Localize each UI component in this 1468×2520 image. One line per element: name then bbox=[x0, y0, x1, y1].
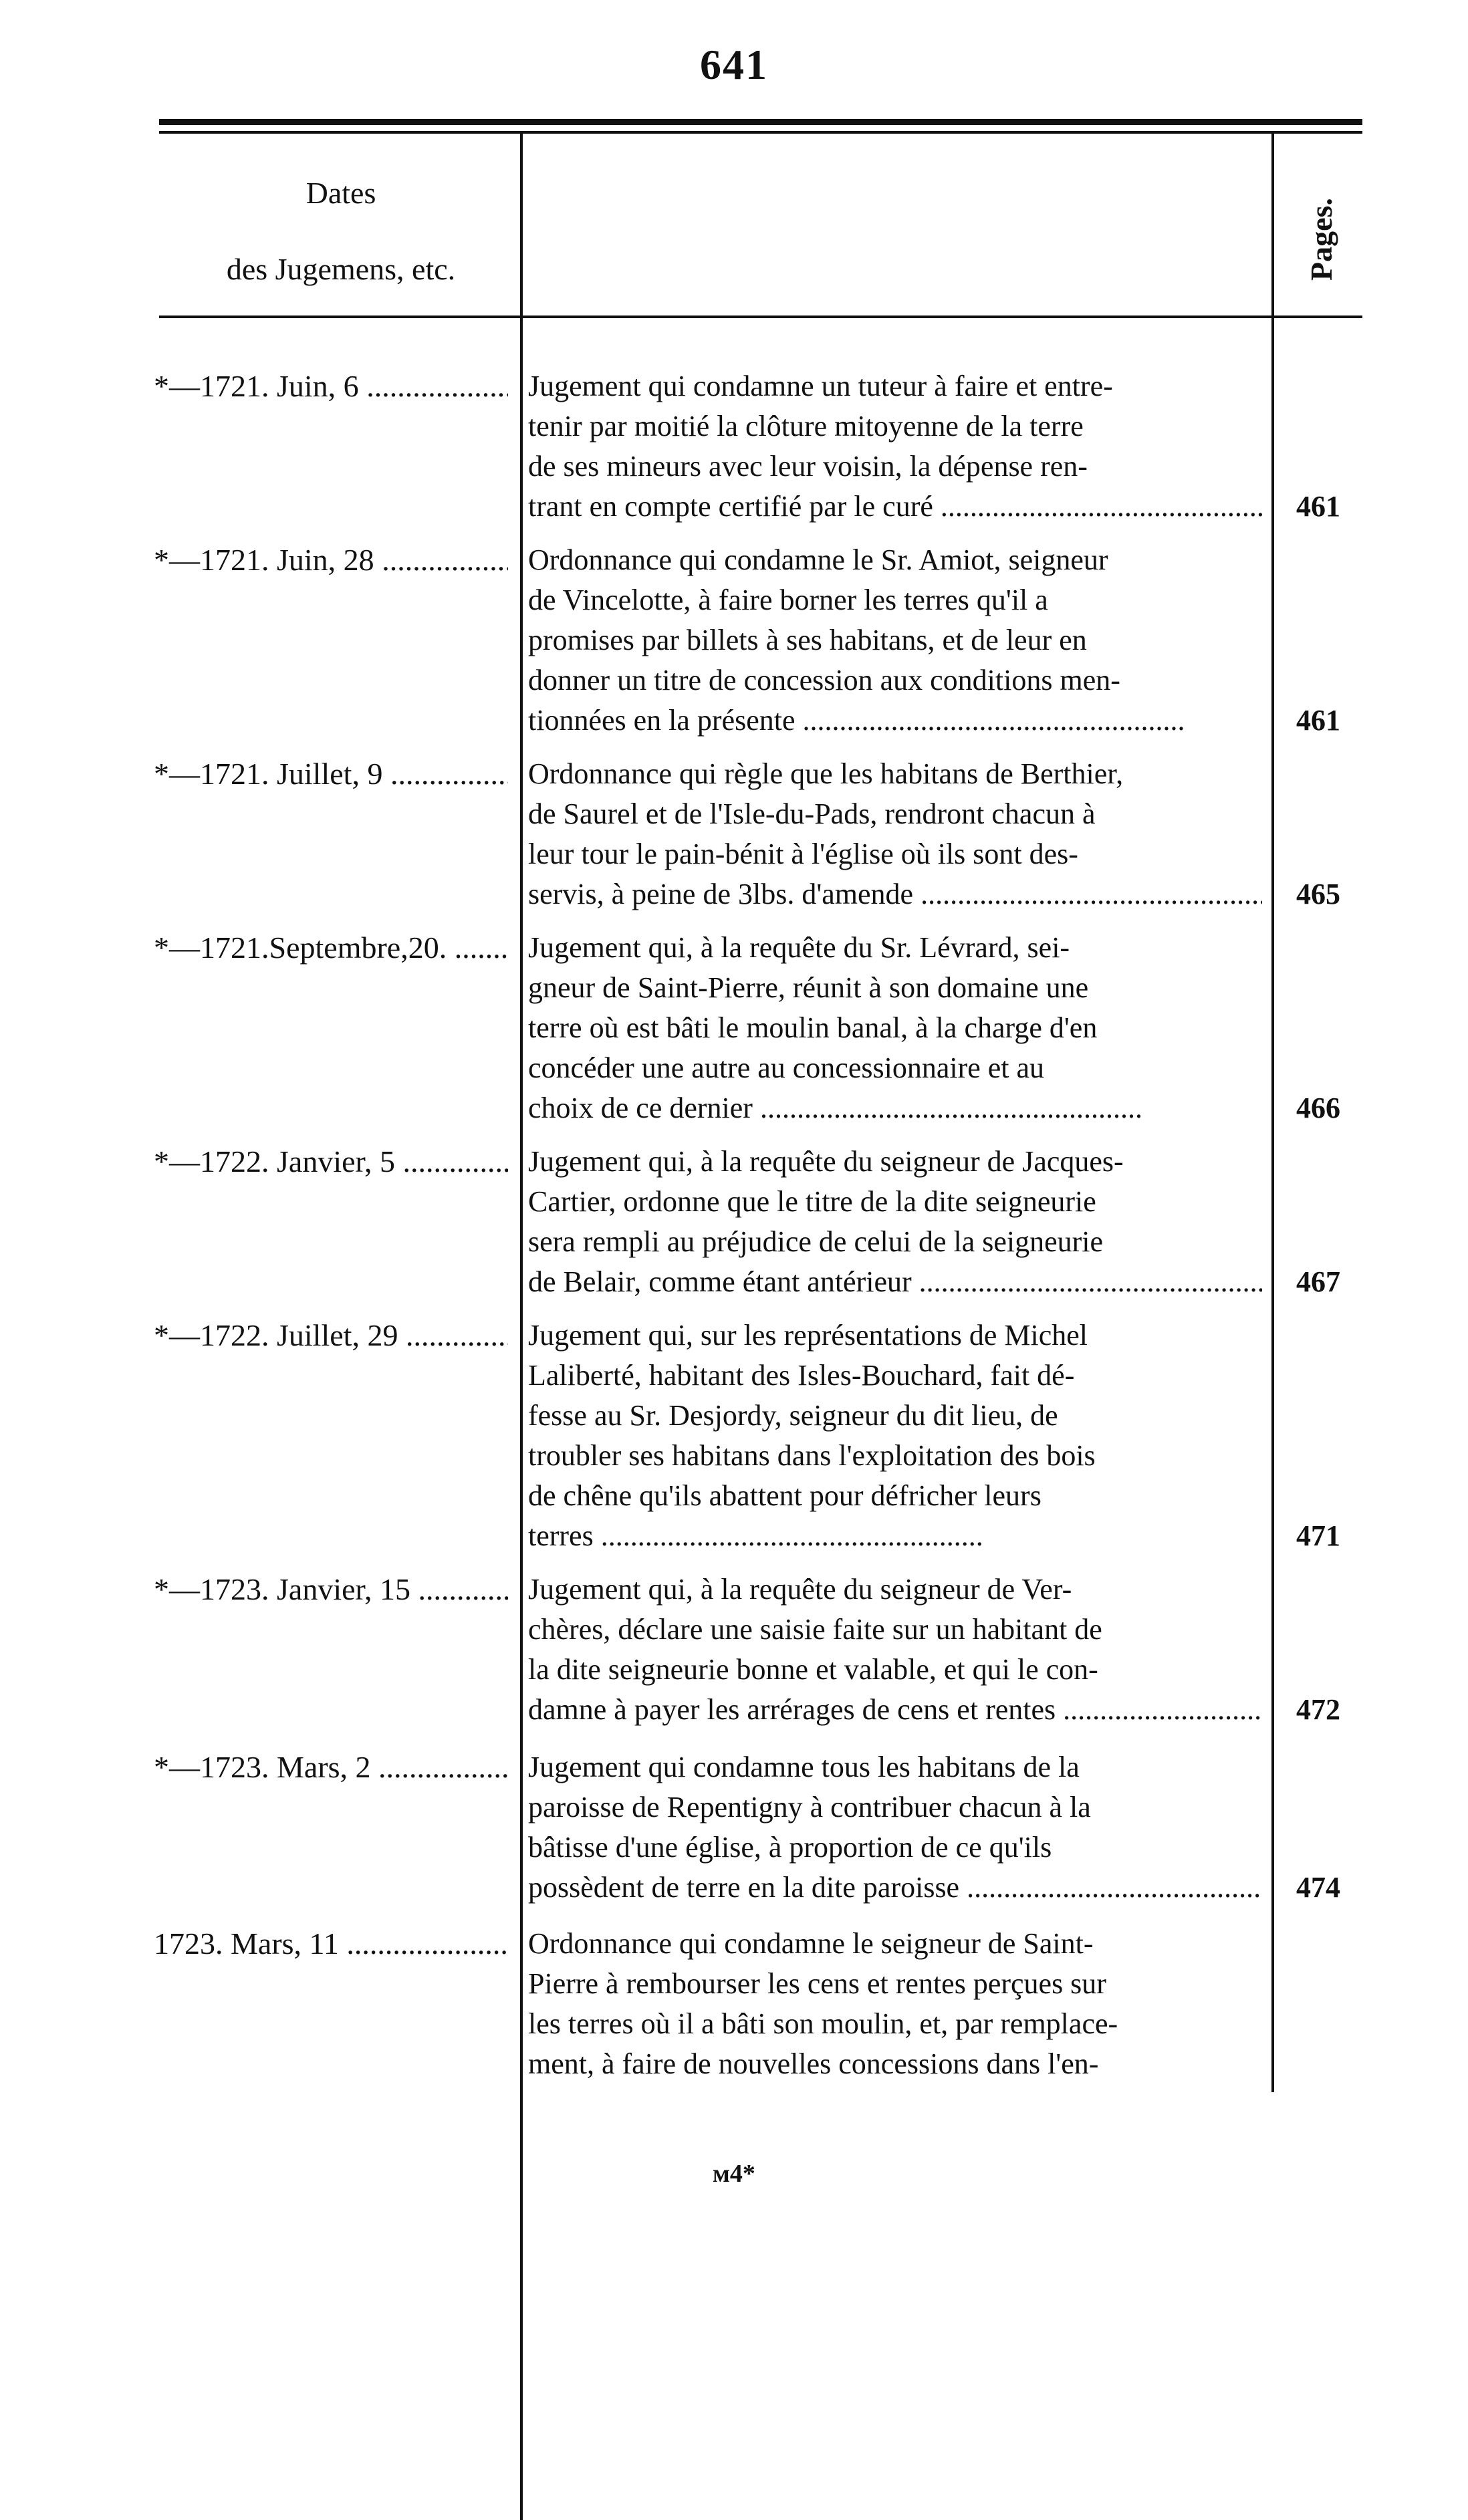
header-dates-line2: des Jugemens, etc. bbox=[226, 252, 456, 286]
signature-mark: м4* bbox=[713, 2160, 755, 2188]
description-line: de Vincelotte, à faire borner les terres qu'il a bbox=[528, 584, 1048, 616]
description-line: les terres où il a bâti son moulin, et, par remplace- bbox=[528, 2007, 1118, 2040]
description-line: Jugement qui, à la requête du seigneur de Jacques- bbox=[528, 1145, 1124, 1178]
description-line: Jugement qui, à la requête du seigneur de Ver- bbox=[528, 1573, 1072, 1606]
entry-description bbox=[528, 1569, 1262, 1730]
description-line: Jugement qui, à la requête du Sr. Lévrard, sei- bbox=[528, 931, 1070, 964]
entry-date: *—1723. Mars, 2 ..... bbox=[154, 1747, 508, 1787]
entry-description bbox=[528, 928, 1262, 1128]
top-rule-thick bbox=[159, 119, 1362, 125]
description-line: Jugement qui, sur les représentations de Michel bbox=[528, 1319, 1088, 1352]
description-line: concéder une autre au concessionnaire et au bbox=[528, 1051, 1045, 1084]
description-line: de Saurel et de l'Isle-du-Pads, rendront chacun à bbox=[528, 797, 1096, 830]
entry-page: 471 bbox=[1296, 1519, 1340, 1552]
description-line: terres ..... bbox=[528, 1516, 1262, 1556]
entry-description bbox=[528, 1315, 1262, 1556]
description-line: Laliberté, habitant des Isles-Bouchard, fait dé- bbox=[528, 1359, 1075, 1392]
description-line: leur tour le pain-bénit à l'église où ils sont des- bbox=[528, 838, 1078, 870]
entry-description bbox=[528, 540, 1262, 741]
description-line: trant en compte certifié par le curé ..... bbox=[528, 487, 1262, 527]
description-line: Pierre à rembourser les cens et rentes perçues sur bbox=[528, 1967, 1106, 2000]
entry-date: *—1721. Juillet, 9 ..... bbox=[154, 754, 508, 794]
description-line: bâtisse d'une église, à proportion de ce qu'ils bbox=[528, 1831, 1052, 1864]
description-line: chères, déclare une saisie faite sur un habitant de bbox=[528, 1613, 1102, 1646]
description-line: Jugement qui condamne tous les habitans de la bbox=[528, 1751, 1080, 1783]
description-line: la dite seigneurie bonne et valable, et qui le con- bbox=[528, 1653, 1098, 1686]
description-line: promises par billets à ses habitans, et de leur en bbox=[528, 624, 1087, 656]
header-dates-line1: Dates bbox=[305, 176, 376, 210]
header-rule bbox=[159, 316, 1362, 318]
page-number: 641 bbox=[700, 41, 768, 88]
description-line: ment, à faire de nouvelles concessions dans l'en- bbox=[528, 2047, 1099, 2080]
description-line: choix de ce dernier ..... bbox=[528, 1088, 1262, 1128]
description-line: Ordonnance qui règle que les habitans de Berthier, bbox=[528, 757, 1124, 790]
entry-date: *—1721. Juin, 28 ..... bbox=[154, 540, 508, 580]
description-line: troubler ses habitans dans l'exploitation des bois bbox=[528, 1439, 1096, 1472]
entry-page: 472 bbox=[1296, 1693, 1340, 1726]
description-line: tenir par moitié la clôture mitoyenne de la terre bbox=[528, 410, 1084, 443]
entry-description bbox=[528, 754, 1262, 914]
description-line: Jugement qui condamne un tuteur à faire et entre- bbox=[528, 370, 1113, 402]
description-line: tionnées en la présente ..... bbox=[528, 701, 1262, 741]
entry-description bbox=[528, 1747, 1262, 1908]
description-line: gneur de Saint-Pierre, réunit à son domaine une bbox=[528, 971, 1089, 1004]
description-line: de Belair, comme étant antérieur ..... bbox=[528, 1262, 1262, 1302]
entry-date: *—1723. Janvier, 15 ..... bbox=[154, 1569, 508, 1610]
description-line: de chêne qu'ils abattent pour défricher leurs bbox=[528, 1479, 1042, 1512]
description-line: Ordonnance qui condamne le seigneur de Saint- bbox=[528, 1927, 1094, 1960]
description-line: Cartier, ordonne que le titre de la dite seigneurie bbox=[528, 1185, 1096, 1218]
description-line: paroisse de Repentigny à contribuer chacun à la bbox=[528, 1791, 1091, 1823]
entry-description bbox=[528, 366, 1262, 527]
column-divider-pages bbox=[1271, 134, 1274, 2092]
entry-date: *—1722. Janvier, 5 ..... bbox=[154, 1142, 508, 1182]
entry-date: *—1721.Septembre,20. ..... bbox=[154, 928, 508, 968]
description-line: sera rempli au préjudice de celui de la seigneurie bbox=[528, 1225, 1104, 1258]
entry-date: 1723. Mars, 11 ..... bbox=[154, 1924, 508, 1964]
entry-date: *—1721. Juin, 6 ..... bbox=[154, 366, 508, 406]
entry-page: 467 bbox=[1296, 1265, 1340, 1298]
description-line: fesse au Sr. Desjordy, seigneur du dit lieu, de bbox=[528, 1399, 1058, 1432]
entry-page: 461 bbox=[1296, 490, 1340, 523]
entry-page: 474 bbox=[1296, 1871, 1340, 1904]
entry-page: 466 bbox=[1296, 1092, 1340, 1124]
description-line: de ses mineurs avec leur voisin, la dépense ren- bbox=[528, 450, 1088, 483]
description-line: Ordonnance qui condamne le Sr. Amiot, seigneur bbox=[528, 543, 1108, 576]
description-line: donner un titre de concession aux conditions men- bbox=[528, 664, 1120, 697]
header-pages: Pages. bbox=[1304, 198, 1338, 281]
description-line: damne à payer les arrérages de cens et rentes ..... bbox=[528, 1690, 1262, 1730]
description-line: possèdent de terre en la dite paroisse ..... bbox=[528, 1868, 1262, 1908]
description-line: terre où est bâti le moulin banal, à la charge d'en bbox=[528, 1011, 1098, 1044]
entry-page: 465 bbox=[1296, 878, 1340, 910]
top-rule-thin bbox=[159, 131, 1362, 134]
entry-description bbox=[528, 1142, 1262, 1302]
entry-description bbox=[528, 1924, 1262, 2084]
entry-page: 461 bbox=[1296, 704, 1340, 737]
description-line: servis, à peine de 3lbs. d'amende ..... bbox=[528, 874, 1262, 914]
entry-date: *—1722. Juillet, 29 ..... bbox=[154, 1315, 508, 1356]
